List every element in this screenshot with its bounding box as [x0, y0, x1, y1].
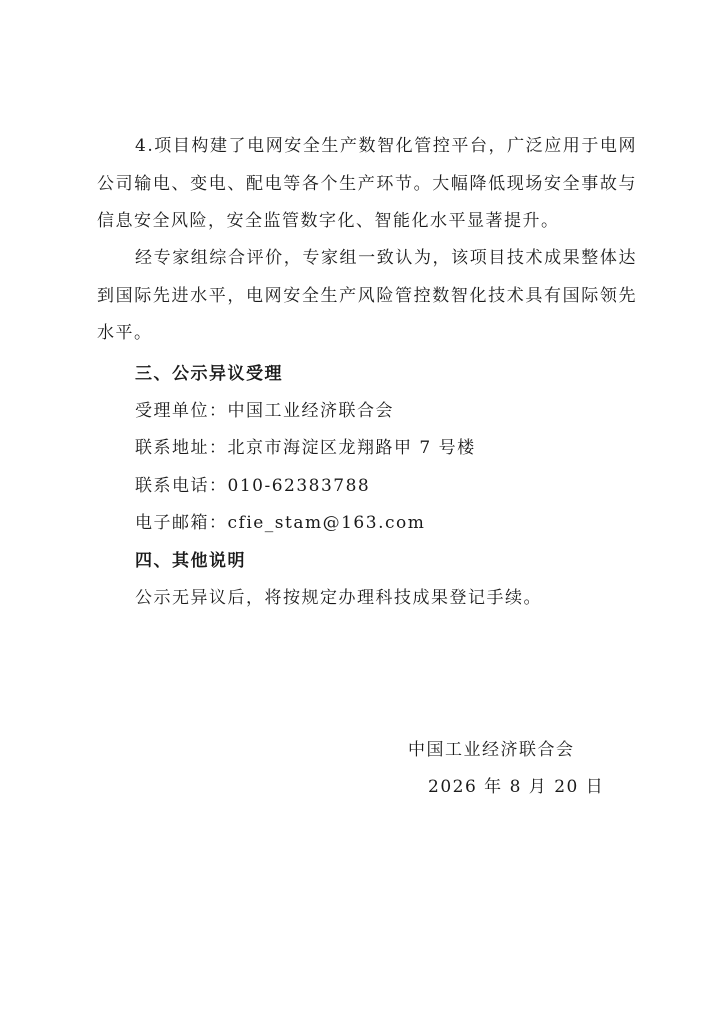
paragraph-evaluation: 经专家组综合评价，专家组一致认为，该项目技术成果整体达到国际先进水平，电网安全生产风险管控数智化技术具有国际领先水平。 — [97, 248, 637, 343]
contact-phone: 联系电话：010-62383788 — [135, 476, 371, 496]
signature-date: 2026 年 8 月 20 日 — [428, 777, 605, 797]
contact-email: 电子邮箱：cfie_stam@163.com — [135, 513, 426, 533]
other-notes-text: 公示无异议后，将按规定办理科技成果登记手续。 — [135, 588, 542, 608]
acceptance-unit: 受理单位：中国工业经济联合会 — [135, 401, 394, 421]
section-4-heading: 四、其他说明 — [135, 551, 246, 571]
signature-organization: 中国工业经济联合会 — [408, 740, 575, 760]
contact-address: 联系地址：北京市海淀区龙翔路甲 7 号楼 — [135, 438, 476, 458]
paragraph-item-4: 4.项目构建了电网安全生产数智化管控平台，广泛应用于电网公司输电、变电、配电等各个生产环节。大幅降低现场安全事故与信息安全风险，安全监管数字化、智能化水平显著提升。 — [97, 136, 637, 231]
section-3-heading: 三、公示异议受理 — [135, 364, 283, 384]
